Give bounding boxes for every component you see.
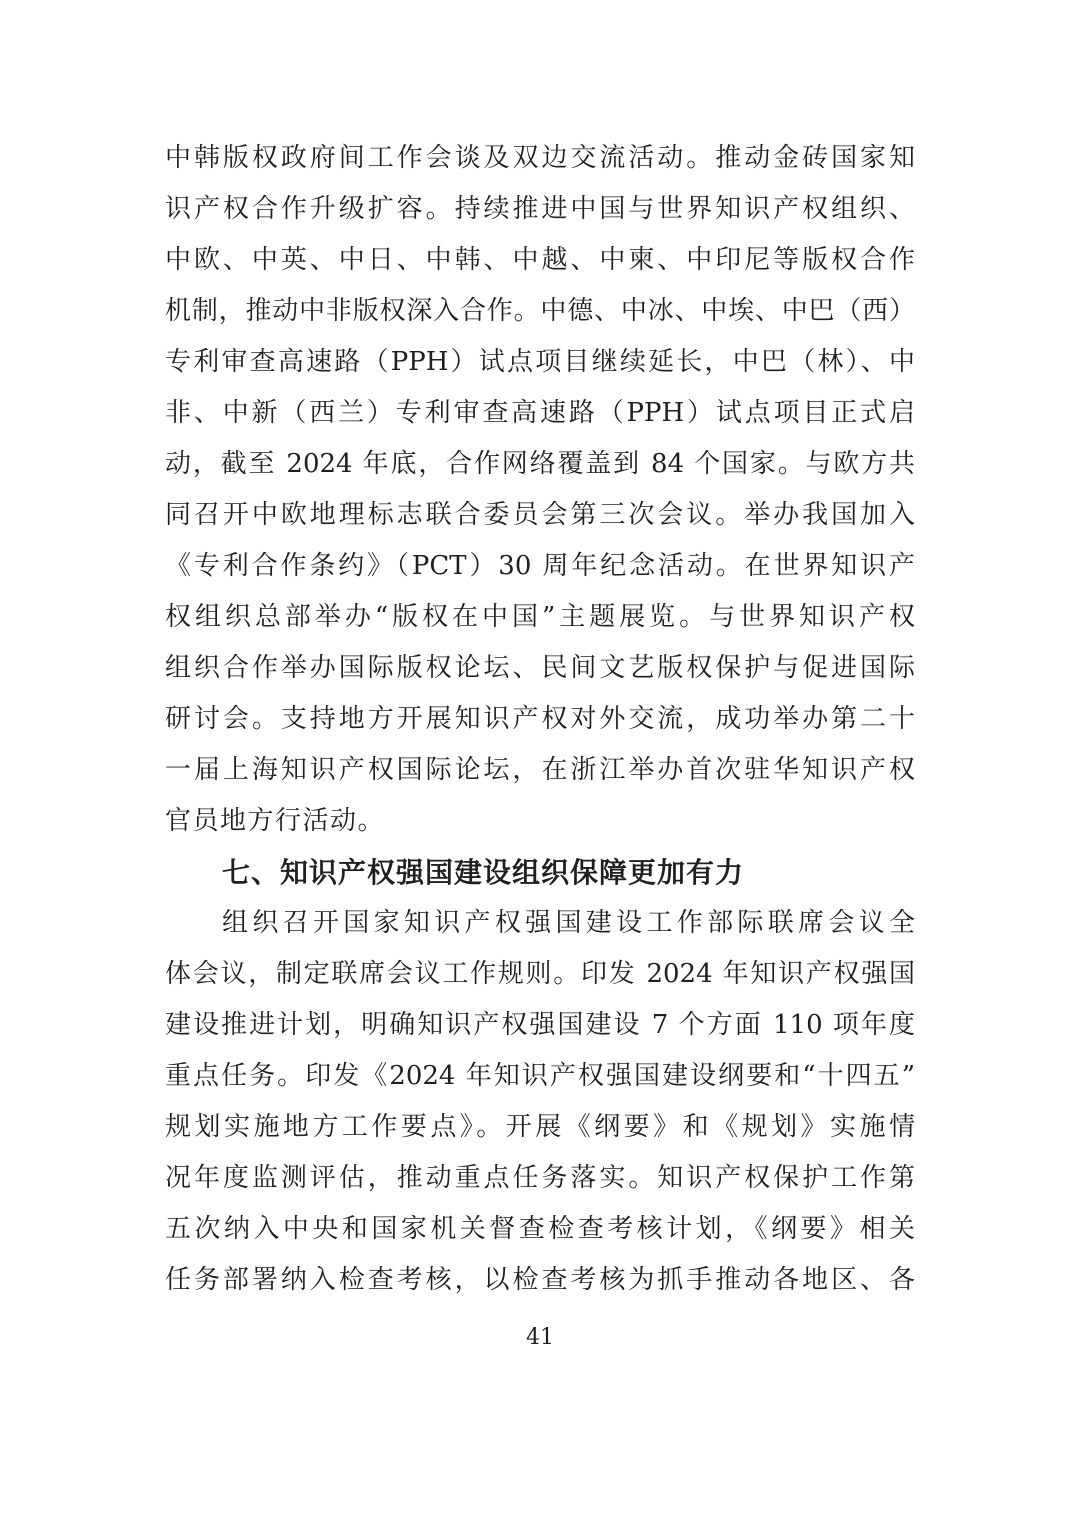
page-number: 41 — [526, 1325, 554, 1350]
text-line: 《专利合作条约》（PCT）30 周年纪念活动。在世界知识产 — [165, 551, 915, 581]
paragraph — [165, 898, 915, 1306]
text-line: 研讨会。支持地方开展知识产权对外交流，成功举办第二十 — [165, 704, 915, 734]
text-line: 建设推进计划，明确知识产权强国建设 7 个方面 110 项年度 — [165, 1010, 915, 1040]
text-line: 同召开中欧地理标志联合委员会第三次会议。举办我国加入 — [165, 500, 915, 530]
text-line: 中欧、中英、中日、中韩、中越、中柬、中印尼等版权合作 — [165, 245, 915, 275]
text-line: 组织合作举办国际版权论坛、民间文艺版权保护与促进国际 — [165, 653, 915, 683]
text-line: 组织召开国家知识产权强国建设工作部际联席会议全 — [222, 908, 915, 938]
paragraph — [165, 133, 915, 847]
text-line: 权组织总部举办“版权在中国”主题展览。与世界知识产权 — [165, 602, 915, 632]
text-line: 任务部署纳入检查考核，以检查考核为抓手推动各地区、各 — [165, 1265, 915, 1295]
text-line: 一届上海知识产权国际论坛，在浙江举办首次驻华知识产权 — [165, 755, 915, 785]
document-body — [165, 133, 915, 1306]
text-line: 专利审查高速路（PPH）试点项目继续延长，中巴（林）、中 — [165, 347, 915, 377]
text-line: 体会议，制定联席会议工作规则。印发 2024 年知识产权强国 — [165, 959, 915, 989]
text-line: 官员地方行活动。 — [165, 806, 386, 836]
text-line: 动，截至 2024 年底，合作网络覆盖到 84 个国家。与欧方共 — [165, 449, 915, 479]
text-line: 机制，推动中非版权深入合作。中德、中冰、中埃、中巴（西） — [165, 296, 915, 326]
text-line: 五次纳入中央和国家机关督查检查考核计划，《纲要》相关 — [165, 1214, 915, 1244]
section-heading: 七、知识产权强国建设组织保障更加有力 — [222, 856, 745, 889]
text-line: 非、中新（西兰）专利审查高速路（PPH）试点项目正式启 — [165, 398, 915, 428]
text-line: 规划实施地方工作要点》。开展《纲要》和《规划》实施情 — [165, 1112, 915, 1142]
text-line: 况年度监测评估，推动重点任务落实。知识产权保护工作第 — [165, 1163, 915, 1193]
text-line: 中韩版权政府间工作会谈及双边交流活动。推动金砖国家知 — [165, 143, 915, 173]
text-line: 重点任务。印发《2024 年知识产权强国建设纲要和“十四五” — [165, 1061, 915, 1091]
text-line: 识产权合作升级扩容。持续推进中国与世界知识产权组织、 — [165, 194, 915, 224]
